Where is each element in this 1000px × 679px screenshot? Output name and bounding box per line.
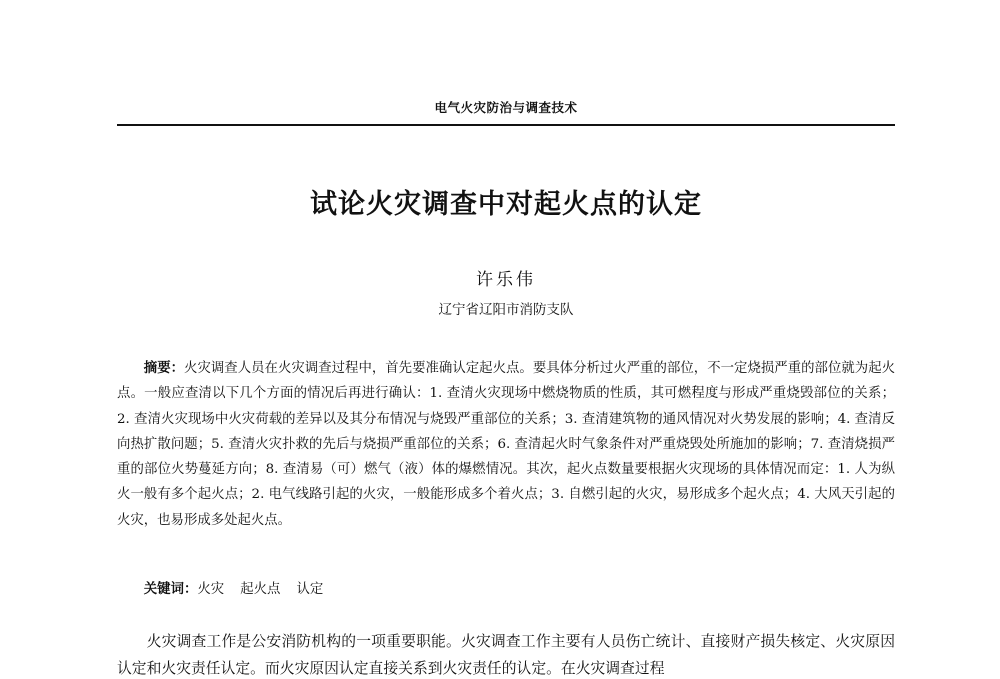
author-name: 许乐伟 — [476, 270, 536, 290]
author-affiliation: 辽宁省辽阳市消防支队 — [438, 302, 574, 318]
keyword: 认定 — [296, 582, 324, 597]
keywords — [117, 578, 895, 602]
header-rule — [117, 124, 895, 126]
abstract-label: 摘要： — [143, 361, 185, 376]
keyword: 起火点 — [240, 582, 281, 597]
body-paragraph: 火灾调查工作是公安消防机构的一项重要职能。火灾调查工作主要有人员伤亡统计、直接财产损失核定、火灾原因认定和火灾责任认定。而火灾原因认定直接关系到火灾责任的认定。在火灾调查过程 — [117, 633, 895, 677]
running-header: 电气火灾防治与调查技术 — [434, 100, 578, 115]
abstract-text: 火灾调查人员在火灾调查过程中，首先要准确认定起火点。要具体分析过火严重的部位，不一定烧损严重的部位就为起火点。一般应查清以下几个方面的情况后再进行确认：1. 查清火灾现场中燃烧物质的性质，其可燃程度与形成严重烧毁部位的关系；2. 查清火灾现场中火灾荷载的差异以及其分布情况与烧毁严重部位的关系；3. 查清建筑物的通风情况对火势发展的影响；4. 查清反向热扩散问题；5. 查清火灾扑救的先后与烧损严重部位的关系；6. 查清起火时气象条件对严重烧毁处所施加的影响；7. 查清烧损严重的部位火势蔓延方向；8. 查清易（可）燃气（液）体的爆燃情况。其次，起火点数量要根据火灾现场的具体情况而定：1. 人为纵火一般有多个起火点；2. 电气线路引起的火灾，一般能形成多个着火点；3. 自燃引起的火灾，易形成多个起火点；4. 大风天引起的火灾，也易形成多处起火点。 — [117, 361, 896, 528]
keyword: 火灾 — [197, 582, 225, 597]
abstract — [117, 356, 895, 533]
paper-title: 试论火灾调查中对起火点的认定 — [310, 189, 702, 220]
keywords-label: 关键词： — [143, 582, 198, 597]
